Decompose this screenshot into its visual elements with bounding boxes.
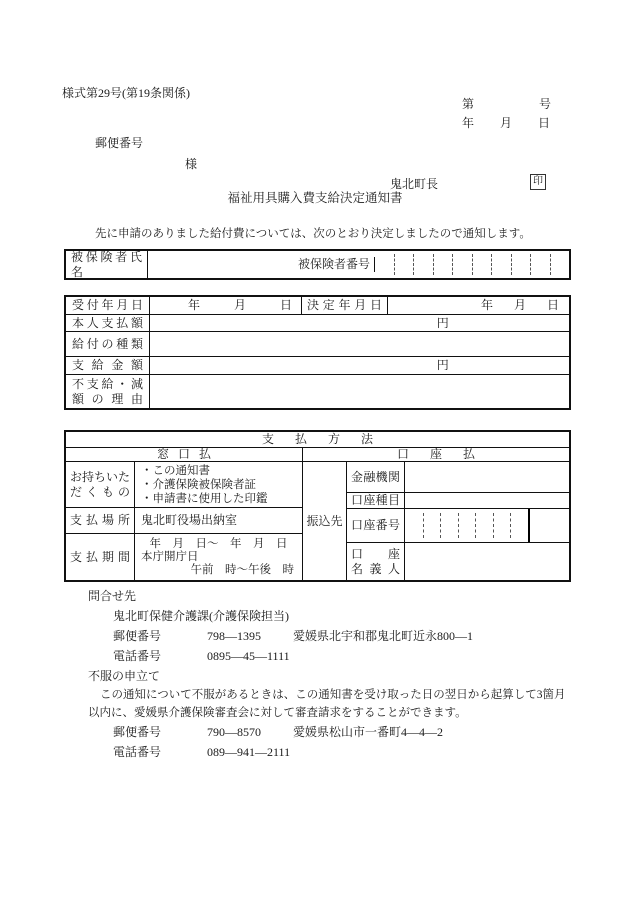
appeal-phone-line [113, 745, 290, 760]
appeal-text-line2: 以内に、愛媛県介護保険審査会に対して審査請求をすることができます。 [88, 707, 467, 719]
decision-table [64, 295, 571, 410]
self-pay-label: 本人支払額 [66, 315, 150, 331]
digit-cell [493, 513, 511, 538]
bank-label: 金融機関 [347, 462, 405, 492]
issue-date-month: 月 [499, 116, 512, 130]
postal-label: 郵便番号 [113, 725, 162, 739]
doc-number-line [462, 97, 551, 112]
contact-phone-line [113, 649, 290, 664]
payment-period-label: 支払期間 [66, 534, 135, 580]
contact-heading: 問合せ先 [88, 589, 137, 603]
bank-field [405, 462, 569, 492]
digit-cell [472, 254, 492, 275]
appeal-address: 愛媛県松山市一番町4—4—2 [293, 725, 444, 739]
reception-date-label: 受付年月日 [66, 297, 150, 314]
account-type-field [405, 493, 569, 508]
window-payment-section [66, 462, 303, 580]
addressee-postal-label: 郵便番号 [95, 136, 144, 150]
digit-cell [458, 513, 476, 538]
form-reference: 様式第29号(第19条関係) [62, 86, 190, 100]
contact-postal-line [113, 629, 473, 644]
yen-unit: 円 [436, 358, 449, 372]
postal-code: 798—1395 [207, 629, 261, 643]
year-label: 年 [480, 298, 493, 312]
issue-date-year: 年 [462, 116, 475, 130]
month-label: 月 [513, 298, 526, 312]
phone-number: 089—941—2111 [207, 745, 291, 759]
digit-cell [375, 254, 394, 275]
phone-label: 電話番号 [113, 745, 162, 759]
reception-date-field [150, 297, 302, 314]
digit-cell [530, 254, 550, 275]
digit-cell [550, 254, 570, 275]
digit-cell [440, 513, 458, 538]
phone-label: 電話番号 [113, 649, 162, 663]
insured-number-label: 被保険者番号 [294, 257, 375, 272]
list-item: ・介護保険被保険者証 [141, 478, 256, 491]
transfer-destination-label: 振込先 [303, 462, 347, 580]
contact-address: 愛媛県北宇和郡鬼北町近永800—1 [293, 629, 474, 643]
issue-date-line [462, 116, 550, 131]
month-label: 月 [233, 298, 246, 312]
decision-date-label: 決定年月日 [302, 297, 388, 314]
issue-date-day: 日 [537, 116, 550, 130]
insured-number-field [375, 251, 569, 278]
account-payment-header: 口座払 [396, 447, 496, 461]
postal-code: 790—8570 [207, 725, 261, 739]
account-number-field [405, 509, 569, 542]
postal-label: 郵便番号 [113, 629, 162, 643]
contact-department: 鬼北町保健介護課(介護保険担当) [113, 609, 289, 623]
digit-cell [530, 509, 570, 542]
digit-cell [510, 513, 528, 538]
payment-method-title: 支払方法 [66, 432, 569, 448]
account-number-label: 口座番号 [347, 509, 405, 542]
items-to-bring-label: お持ちいただくもの [66, 462, 135, 507]
issuer-name: 鬼北町長 [390, 177, 439, 191]
digit-cell [452, 254, 472, 275]
payment-method-table [64, 430, 571, 582]
amount-label: 支給金額 [66, 357, 150, 374]
digit-cell [394, 254, 414, 275]
payment-period-value: 年 月 日～ 年 月 日 本庁開庁日 午前 時～午後 時 [141, 537, 294, 576]
doc-number-prefix: 第 [462, 97, 475, 111]
addressee-honorific: 様 [185, 157, 198, 171]
benefit-type-label: 給付の種類 [66, 332, 150, 356]
phone-number: 0895—45—1111 [207, 649, 290, 663]
digit-cell [423, 513, 441, 538]
self-pay-field [150, 315, 569, 331]
payment-place-value: 鬼北町役場出納室 [141, 513, 238, 527]
account-holder-label: 口座 名義人 [347, 543, 405, 580]
denial-reason-field [150, 375, 569, 408]
insured-person-table [64, 249, 571, 280]
list-item: ・この通知書 [141, 464, 210, 477]
day-label: 日 [279, 298, 292, 312]
intro-sentence: 先に申請のありました給付費については、次のとおり決定しましたので通知します。 [95, 228, 531, 240]
seal-mark: 印 [530, 174, 546, 190]
account-holder-field [405, 543, 569, 580]
list-item: ・申請書に使用した印鑑 [141, 492, 268, 505]
denial-reason-label: 不支給・減額の理由 [66, 375, 150, 408]
appeal-text-line1: この通知について不服があるときは、この通知書を受け取った日の翌日から起算して3箇月 [100, 689, 566, 701]
appeal-heading: 不服の申立て [88, 669, 161, 683]
digit-cell [475, 513, 493, 538]
payment-place-label: 支払場所 [66, 508, 135, 533]
window-payment-header: 窓口払 [66, 448, 303, 461]
yen-unit: 円 [436, 315, 449, 330]
digit-cell [413, 254, 433, 275]
account-type-label: 口座種目 [347, 493, 405, 508]
year-label: 年 [187, 298, 200, 312]
digit-cell [511, 254, 531, 275]
items-to-bring-list [135, 462, 302, 507]
insured-name-label: 被保険者氏名 [66, 250, 148, 280]
digit-cell [433, 254, 453, 275]
document-title: 福祉用具購入費支給決定通知書 [227, 191, 403, 205]
benefit-type-field [150, 332, 569, 356]
appeal-postal-line [113, 725, 443, 740]
digit-cell [491, 254, 511, 275]
account-payment-section [347, 462, 569, 580]
decision-date-field [388, 297, 569, 314]
doc-number-suffix: 号 [538, 97, 551, 111]
digit-cell [405, 513, 423, 538]
day-label: 日 [546, 298, 559, 312]
amount-field [150, 357, 569, 374]
